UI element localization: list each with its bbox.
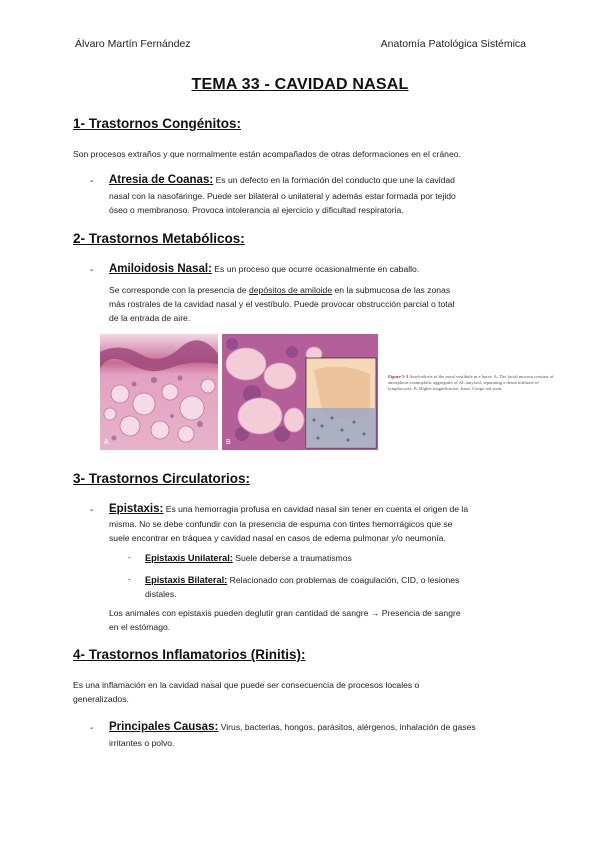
caption-figure-label: Figure 5-3 [388,374,409,379]
bullet-dash: - [90,723,94,734]
epistaxis-note-line1: Los animales con epistaxis pueden deglutir gran cantidad de sangre → Presencia de sangre [109,608,461,618]
p-line1-underlined: depósitos de amiloide [248,285,333,295]
histology-panel-b [222,334,378,450]
section-heading-circulatorios: 3- Trastornos Circulatorios: [73,471,251,486]
atresia-line1: Es un defecto en la formación del conducto que une la cavidad [213,175,455,185]
atresia-line3: óseo o membranoso. Provoca intolerancia al ejercicio y dificultad respiratoria. [109,205,404,215]
inflamatorios-intro-line1: Es una inflamación en la cavidad nasal que puede ser consecuencia de procesos locales o [73,680,420,690]
amiloidosis-item [109,262,419,276]
atresia-line2: nasal con la nasofaringe. Puede ser bilateral o unilateral y además estar formada por tejido [109,191,456,201]
section-heading-inflamatorios: 4- Trastornos Inflamatorios (Rinitis): [73,647,306,662]
bilateral-item [145,573,459,587]
unilateral-desc: Suele deberse a traumatismos [232,553,352,563]
bilateral-line2: distales. [145,589,177,599]
panel-b-label: B [226,439,231,446]
amiloidosis-p-line1 [109,283,450,297]
header-subject: Anatomía Patológica Sistémica [380,38,526,50]
bullet-dash: - [90,176,94,187]
histology-figure [100,334,560,450]
figure-caption [388,374,560,392]
page-title: TEMA 33 - CAVIDAD NASAL [191,76,409,93]
epistaxis-item [109,502,468,516]
sub-bullet-dash: - [128,575,131,584]
unilateral-item [145,551,352,565]
inflamatorios-intro-line2: generalizados. [73,694,129,704]
section-heading-congenitos: 1- Trastornos Congénitos: [73,116,242,131]
epistaxis-term: Epistaxis: [109,503,164,515]
causas-term: Principales Causas: [109,721,219,733]
panel-a-label: A [104,439,109,446]
unilateral-term: Epistaxis Unilateral: [145,553,233,563]
sub-bullet-dash: - [128,553,131,562]
bullet-dash: - [90,505,94,516]
amiloidosis-p-line2: más rostrales de la cavidad nasal y el vestíbulo. Puede provocar obstrucción parcial o total [109,299,455,309]
section-heading-metabolicos: 2- Trastornos Metabólicos: [73,231,245,246]
causas-item [109,720,476,734]
atresia-item [109,173,455,187]
caption-text: Amyloidosis of the nasal vestibule in a horse. A, The facial mucosa consists of amorphous eosinophilic aggregates of AL amyloid, separating a dense infiltrate of lymphocytes. B, Higher magnification. Inset, Congo red stain. [388,374,554,391]
bullet-dash: - [90,265,94,276]
amiloidosis-p-line3: de la entrada de aire. [109,313,191,323]
p-line1-b: en la submucosa de las zonas [332,285,451,295]
amiloidosis-term: Amiloidosis Nasal: [109,263,212,275]
header-author: Álvaro Martín Fernández [75,38,191,50]
atresia-term: Atresia de Coanas: [109,174,214,186]
amiloidosis-desc: Es un proceso que ocurre ocasionalmente en caballo. [211,264,420,274]
congenitos-intro: Son procesos extraños y que normalmente están acompañados de otras deformaciones en el cráneo. [73,149,461,159]
bilateral-term: Epistaxis Bilateral: [145,575,228,585]
epistaxis-line3: suele encontrar en tráquea y cavidad nasal en casos de edema pulmonar y/o neumonía. [109,533,446,543]
epistaxis-note-line2: en el estómago. [109,622,171,632]
epistaxis-line2: misma. No se debe confundir con la presencia de espuma con tintes hemorrágicos que se [109,519,453,529]
causas-line2: irritantes o polvo. [109,738,175,748]
histology-panel-a [100,334,218,450]
causas-line1: Virus, bacterias, hongos, parásitos, alérgenos, inhalación de gases [218,722,476,732]
epistaxis-line1: Es una hemorragia profusa en cavidad nasal sin tener en cuenta el origen de la [163,504,469,514]
bilateral-line1: Relacionado con problemas de coagulación, CID, o lesiones [227,575,460,585]
p-line1-a: Se corresponde con la presencia de [109,285,249,295]
